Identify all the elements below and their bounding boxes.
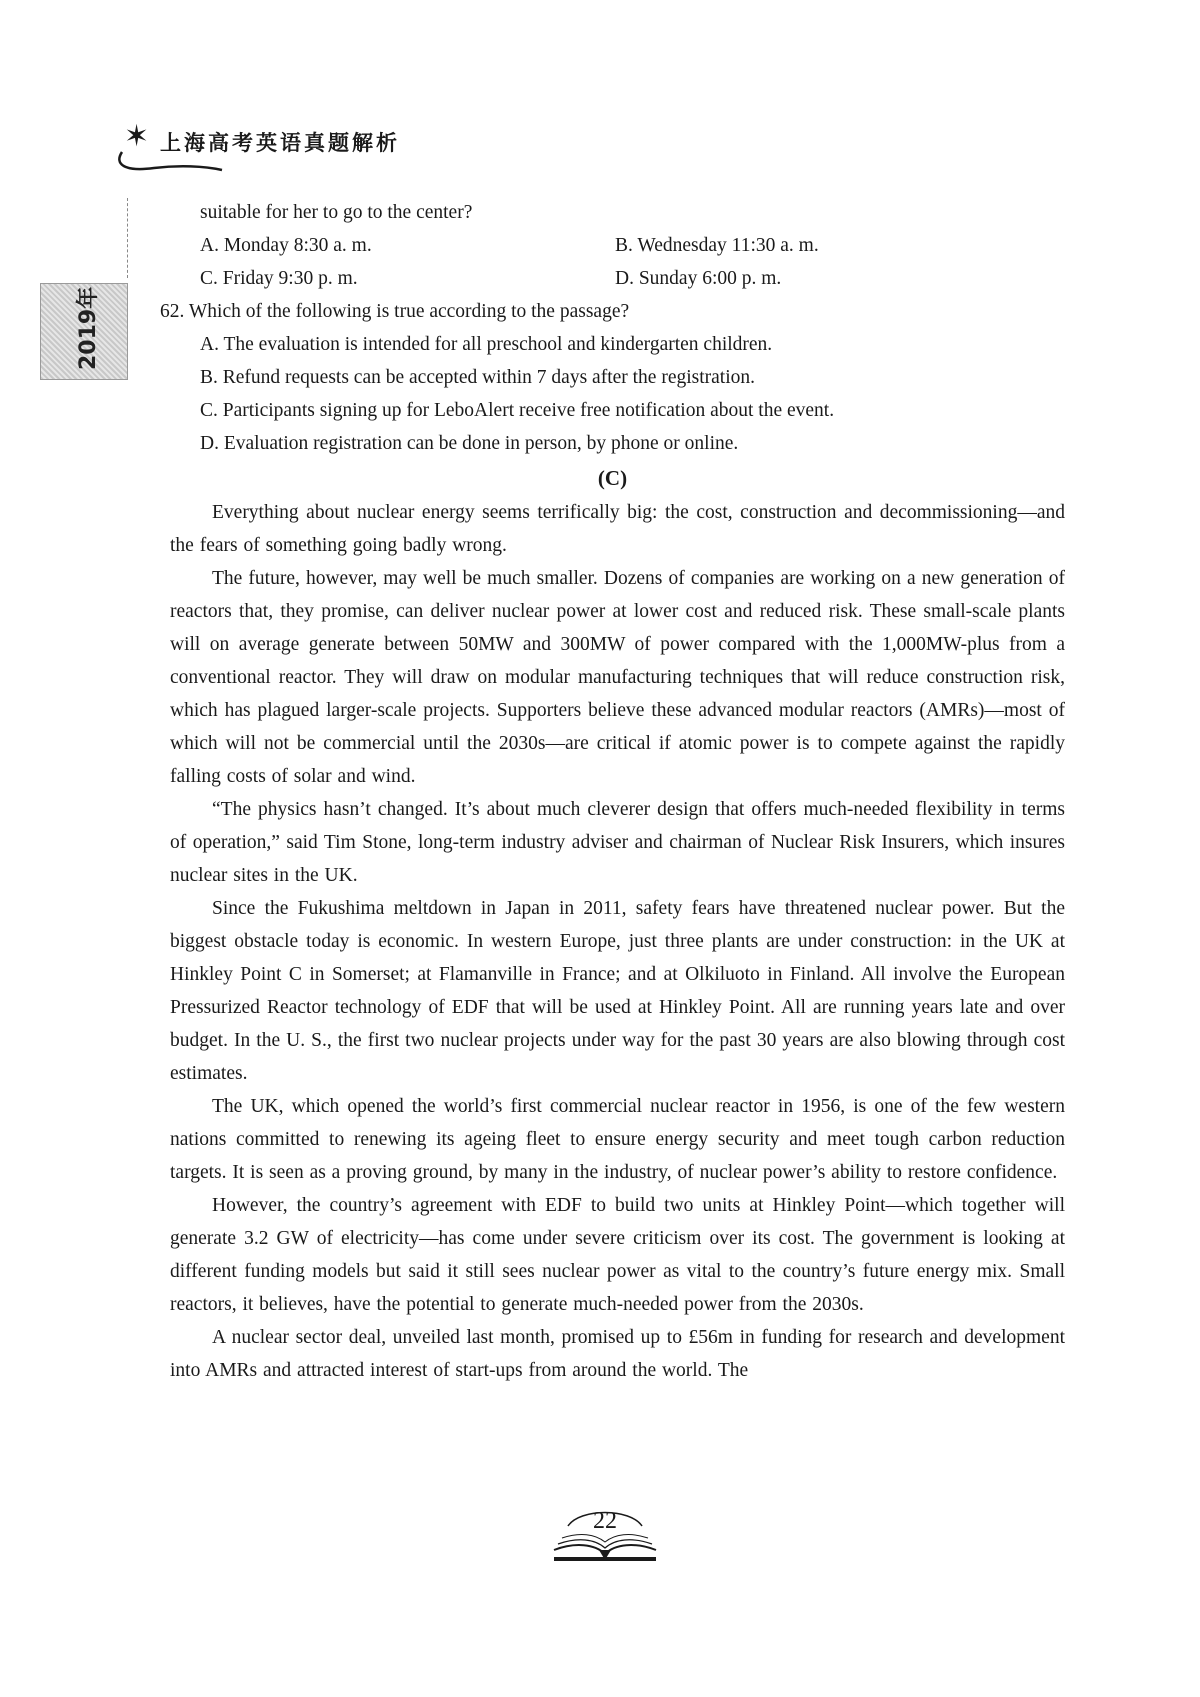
question-61-option-b: B. Wednesday 11:30 a. m. — [615, 235, 819, 256]
question-61-options-row-2 — [160, 262, 1065, 295]
question-61-option-a: A. Monday 8:30 a. m. — [200, 235, 372, 256]
year-badge — [40, 283, 128, 380]
question-61-options-row-1 — [160, 229, 1065, 262]
question-61-option-d: D. Sunday 6:00 p. m. — [615, 268, 782, 289]
page-content — [160, 196, 1065, 1387]
passage-paragraph-1: Everything about nuclear energy seems terrifically big: the cost, construction and decommissioning—and the fears of something going badly wrong. — [170, 502, 1065, 556]
passage-paragraph-7: A nuclear sector deal, unveiled last month, promised up to £56m in funding for research and development into AMRs and attracted interest of start-ups from around the world. The — [170, 1327, 1065, 1381]
question-62-option-c: C. Participants signing up for LeboAlert receive free notification about the event. — [200, 400, 835, 421]
page-number: 22 — [593, 1508, 617, 1534]
question-62-stem: 62. Which of the following is true according to the passage? — [160, 301, 630, 322]
passage-paragraph-2: The future, however, may well be much smaller. Dozens of companies are working on a new generation of reactors that, they promise, can deliver nuclear power at lower cost and reduced risk. These small-scale plants will on average generate between 50MW and 300MW of power compared with the 1,000MW-plus from a conventional reactor. They will draw on modular manufacturing techniques that will reduce construction risk, which has plagued larger-scale projects. Supporters believe these advanced modular reactors (AMRs)—most of which will not be commercial until the 2030s—are critical if atomic power is to compete against the rapidly falling costs of solar and wind. — [170, 568, 1065, 787]
year-label: 2019年 — [76, 286, 101, 370]
question-62-option-a: A. The evaluation is intended for all preschool and kindergarten children. — [200, 334, 773, 355]
star-icon: ✶ — [124, 120, 150, 153]
passage-paragraph-5: The UK, which opened the world’s first commercial nuclear reactor in 1956, is one of the few western nations committed to renewing its ageing fleet to ensure energy security and meet tough carbon reduction targets. It is seen as a proving ground, by many in the industry, of nuclear power’s ability to restore confidence. — [170, 1096, 1065, 1183]
passage-paragraph-6: However, the country’s agreement with EDF to build two units at Hinkley Point—which together will generate 3.2 GW of electricity—has come under severe criticism over its cost. The government is looking at different funding models but said it still sees nuclear power as vital to the country’s future energy mix. Small reactors, it believes, have the potential to generate much-needed power from the 2030s. — [170, 1195, 1065, 1315]
question-61-stem: suitable for her to go to the center? — [200, 202, 473, 223]
book-title: 上海高考英语真题解析 — [160, 131, 400, 155]
section-c-title: (C) — [597, 466, 628, 490]
passage-paragraph-4: Since the Fukushima meltdown in Japan in 2011, safety fears have threatened nuclear power. But the biggest obstacle today is economic. In western Europe, just three plants are under construction: in the UK at Hinkley Point C in Somerset; at Flamanville in France; and at Olkiluoto in Finland. All involve the European Pressurized Reactor technology of EDF that will be used at Hinkley Point. All are running years late and over budget. In the U. S., the first two nuclear projects under way for the past 30 years are also blowing through cost estimates. — [170, 898, 1065, 1084]
page-header — [110, 118, 510, 178]
question-61-option-c: C. Friday 9:30 p. m. — [200, 268, 358, 289]
passage-paragraph-3: “The physics hasn’t changed. It’s about much cleverer design that offers much-needed flexibility in terms of operation,” said Tim Stone, long-term industry adviser and chairman of Nuclear Risk Insurers, which insures nuclear sites in the UK. — [170, 799, 1065, 886]
question-62-option-b: B. Refund requests can be accepted within 7 days after the registration. — [200, 367, 756, 388]
page-footer — [550, 1504, 660, 1564]
margin-dotted-rule — [127, 198, 128, 278]
question-62-option-d: D. Evaluation registration can be done in person, by phone or online. — [200, 433, 739, 454]
